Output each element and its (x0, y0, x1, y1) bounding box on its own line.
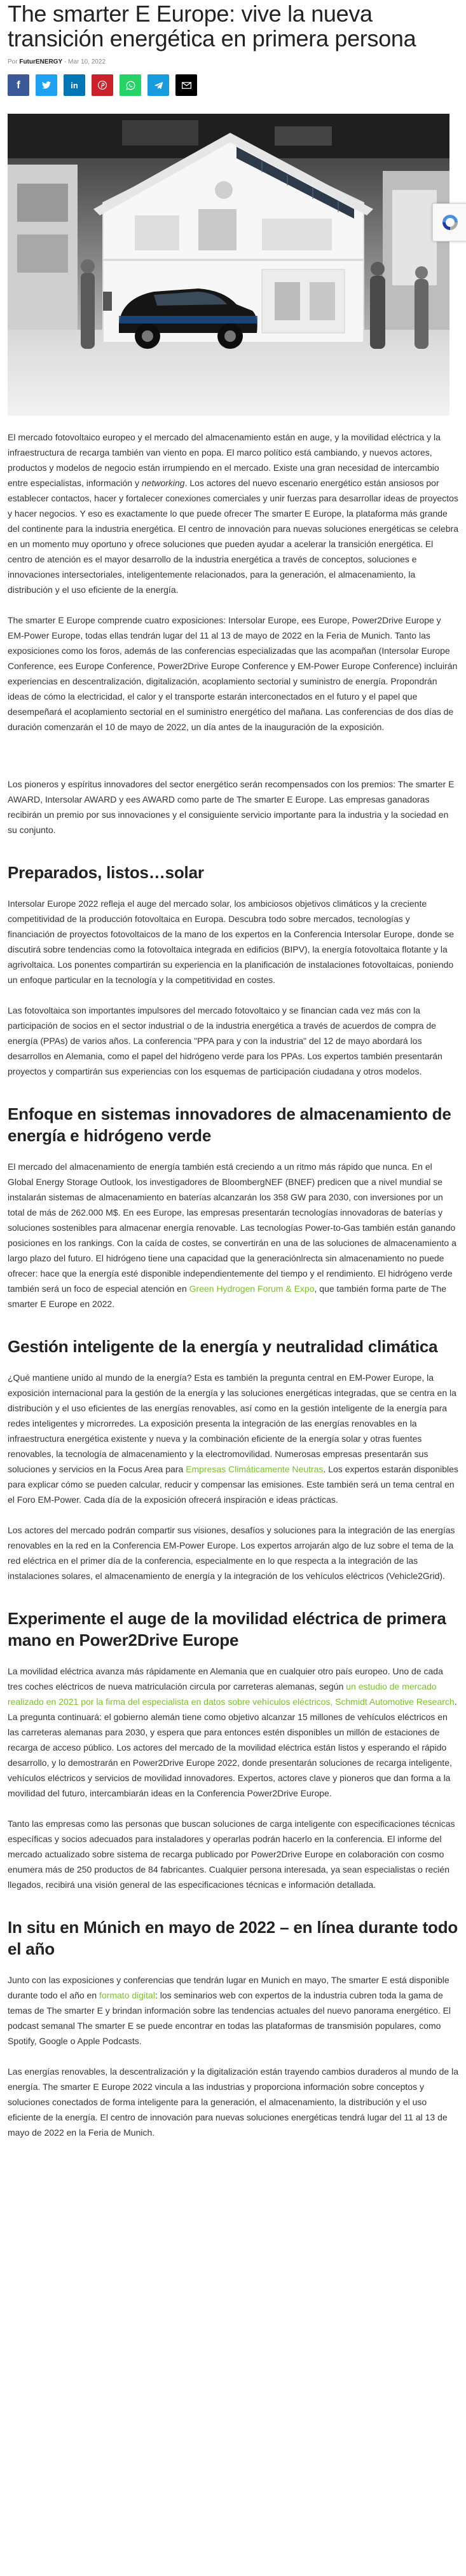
facebook-share-button[interactable] (8, 74, 29, 96)
mobility-paragraph-2: Tanto las empresas como las personas que buscan soluciones de carga inteligente con especificaciones técnicas específicas y socios adecuados para instaladores y operarlas podrán hacerlo en la conferencia. El informe del mercado actualizado sobre sistema de recarga publicado por Power2Drive Europe en colaboración con cosmo enumera más de 250 productos de 84 fabricantes. Cualquier persona interesada, ya sean especialistas o recién llegados, recibirá una visión general de las especificaciones técnicas e información detallada. (8, 1819, 455, 1890)
heading-mobility: Experimente el auge de la movilidad eléctrica de primera mano en Power2Drive Europe (8, 1609, 446, 1650)
whatsapp-share-button[interactable] (120, 74, 141, 96)
climate-paragraph-1: ¿Qué mantiene unido al mundo de la energía? Esta es también la pregunta central en EM-Power Europe, la exposición internacional para la gestión de la energía y las soluciones energéticas integradas, que se centra en la distribución y el uso eficientes de las energías renovables, así como en la gestión inteligente de la energía para redes inteligentes y microrredes. La exposición presenta la integración de las energías renovables en la infraestructura energética existente y nueva y la combinación eficiente de la energía solar y otras fuentes renovables, la tecnología de almacenamiento y la electromovilidad. Numerosas empresas presentarán sus soluciones y servicios en la Focus Area para Empresas Climáticamente Neutras. Los expertos estarán disponibles para explicar cómo se pueden calcular, reducir y compensar las emisiones. Este también será un tema central en el Foro EM-Power. Cada día de la exposición ofrecerá inspiración e ideas prácticas. (8, 1373, 458, 1505)
green-hydrogen-forum-link[interactable]: Green Hydrogen Forum & Expo (189, 1284, 315, 1294)
share-bar (8, 74, 458, 96)
heading-climate: Gestión inteligente de la energía y neutralidad climática (8, 1337, 438, 1356)
byline-prefix: Por (8, 58, 20, 65)
article-title: The smarter E Europe: vive la nueva transición energética en primera persona (8, 1, 416, 51)
digital-format-link[interactable]: formato digital (99, 1990, 155, 2000)
solar-paragraph-2: Las fotovoltaica son importantes impulsores del mercado fotovoltaico y se financian cada vez más con la participación de socios en el sector industrial o de la industria energética a través de acuerdos de compra de energía (PPAs) de varios años. La conferencia "PPA para y con la industria" del 12 de mayo abordará los desarrollos en Alemania, como el papel del hidrógeno verde para los PPAs. Los expertos también presentarán proyectos y compartirán sus experiencias con los esquemas de participación ciudadana y otros modelos. (8, 1005, 442, 1076)
byline (8, 58, 458, 67)
storage-paragraph-1: El mercado del almacenamiento de energía también está creciendo a un ritmo más rápido que nunca. En el Global Energy Storage Outlook, los investigadores de BloombergNEF (BNEF) predicen que a nivel mundial se instalarán sistemas de almacenamiento en baterías alcanzarán los 358 GW para 2030, con inversiones por un total de más de 262.000 M$. En ees Europe, las empresas presentarán tecnologías innovadoras de baterías y soluciones sostenibles para almacenar energía renovable. Las tecnologías Power-to-Gas también están ganando posiciones en los rankings. Con la caída de costes, se convertirán en una de las soluciones de almacenamiento a largo plazo del futuro. El hidrógeno tiene una capacidad que la generaciónlrecta sin almacenamiento no puede ofrecer: hace que la energía esté disponible independientemente del tiempo y el rendimiento. El hidrógeno verde también será un foco de especial atención en Green Hydrogen Forum & Expo, que también forma parte de The smarter E Europe en 2022. (8, 1162, 456, 1309)
facebook-icon: f (17, 79, 20, 91)
heading-munich: In situ en Múnich en mayo de 2022 – en línea durante todo el año (8, 1918, 458, 1958)
twitter-icon (42, 81, 51, 89)
climate-neutral-companies-link[interactable]: Empresas Climáticamente Neutras (186, 1464, 324, 1474)
byline-separator: - (62, 58, 69, 65)
whatsapp-icon (126, 81, 135, 90)
telegram-icon (154, 81, 163, 90)
linkedin-icon: in (71, 80, 78, 90)
recaptcha-icon (441, 213, 460, 232)
envelope-icon (182, 82, 191, 89)
recaptcha-badge[interactable] (432, 203, 466, 241)
intro-paragraph-3: Los pioneros y espíritus innovadores del sector energético serán recompensados con los premios: The smarter E AWARD, Intersolar AWARD y ees AWARD como parte de The smarter E Europe. Las empresas ganadoras recibirán un premio por sus innovaciones y el consiguiente servicio importante para la industria y la sociedad en su conjunto. (8, 779, 455, 835)
heading-solar: Preparados, listos…solar (8, 863, 204, 882)
publish-date: Mar 10, 2022 (68, 58, 106, 65)
mobility-paragraph-1: La movilidad eléctrica avanza más rápidamente en Alemania que en cualquier otro país europeo. Uno de cada tres coches eléctricos de nueva matriculación circula por carreteras alemanas, según un estudio de mercado realizado en 2021 por la firma del especialista en datos sobre vehículos eléctricos, Schmidt Automotive Research. La pregunta continuará: el gobierno alemán tiene como objetivo alcanzar 15 millones de vehículos eléctricos en las carreteras alemanas para 2030, y espera que para entonces estén disponibles un millón de estaciones de recarga de acceso público. Los actores del mercado de la movilidad eléctrica están listos y esperando el rápido desarrollo, y lo demostrarán en Power2Drive Europe 2022, donde presentarán soluciones de recarga inteligente, vehículos eléctricos y servicios de movilidad innovadores. Expertos, actores clave y pioneros que dan forma a la movilidad del futuro, intercambiarán ideas en la Conferencia Power2Drive Europe. (8, 1666, 457, 1798)
article-body (8, 430, 458, 2140)
pinterest-share-button[interactable] (92, 74, 113, 96)
munich-paragraph-1: Junto con las exposiciones y conferencias que tendrán lugar en Munich en mayo, The smarter E está disponible durante todo el año en formato digital: los seminarios web con expertos de la industria cubren toda la gama de temas de The smarter E y brindan información sobre las tendencias actuales del nuevo panorama energético. El podcast semanal The smarter E se puede encontrar en todas las plataformas de transmisión populares, como Spotify, Google o Apple Podcasts. (8, 1975, 451, 2046)
intro-paragraph-2: The smarter E Europe comprende cuatro exposiciones: Intersolar Europe, ees Europe, Power2Drive Europe y EM-Power Europe, todas ellas tendrán lugar del 11 al 13 de mayo de 2022 en la Feria de Munich. Tanto las exposiciones como los foros, además de las conferencias especializadas que las acompañan (Intersolar Europe Conference, ees Europe Conference, Power2Drive Europe Conference y EM-Power Europe Conference) incluirán experiencias en descentralización, digitalización, acoplamiento sectorial y suministro de energía. Propondrán ideas de cómo la electricidad, el calor y el transporte estarán interconectados en el futuro y el papel que desempeñará el acoplamiento sectorial en el suministro energético del mañana. Las conferencias de dos días de duración comenzarán el 10 de mayo de 2022, un día antes de la inauguración de la exposición. (8, 615, 458, 732)
hero-image (8, 114, 449, 416)
author-link[interactable]: FuturENERGY (19, 58, 63, 65)
twitter-share-button[interactable] (36, 74, 57, 96)
solar-paragraph-1: Intersolar Europe 2022 refleja el auge del mercado solar, los ambiciosos objetivos climáticos y la creciente competitividad de la producción fotovoltaica en Europa. Descubra todo sobre mercados, tecnologías y financiación de proyectos fotovoltaicos de la mano de los expertos en la Conferencia Intersolar Europe, donde se discutirá sobre tendencias como la fotovoltaica integrada en edificios (BIPV), la energía fotovoltaica flotante y la agrivoltaica. Los ponentes compartirán su experiencia en la planificación de instalaciones fotovoltaicas, poniendo un enfoque particular en la tecnología y la competitividad en costes. (8, 898, 454, 985)
heading-storage: Enfoque en sistemas innovadores de almacenamiento de energía e hidrógeno verde (8, 1104, 451, 1145)
climate-paragraph-2: Los actores del mercado podrán compartir sus visiones, desafíos y soluciones para la integración de las energías renovables en la red en la Conferencia EM-Power Europe. Los expertos arrojarán algo de luz sobre el tema de la red eléctrica en el primer día de la conferencia, especialmente en lo que respecta a la integración de las instalaciones solares, el almacenamiento de energía y la integración de los vehículos eléctricos (Vehicle2Grid). (8, 1525, 455, 1581)
pinterest-icon (98, 81, 107, 90)
market-study-link[interactable]: un estudio de mercado realizado en 2021 por la firma del especialista en datos sobre vehículos eléctricos, Schmidt Automotive Research (8, 1681, 455, 1707)
exhibition-house-illustration (8, 114, 449, 416)
linkedin-share-button[interactable] (64, 74, 85, 96)
telegram-share-button[interactable] (147, 74, 169, 96)
intro-paragraph-1: El mercado fotovoltaico europeo y el mercado del almacenamiento están en auge, y la movilidad eléctrica y la infraestructura de recarga también van viento en popa. El marco político está cambiando, y nuevos actores, productos y modelos de negocio están irrumpiendo en el mercado. Existe una gran necesidad de intercambio entre especialistas, información y networking. Los actores del nuevo escenario energético están ansiosos por establecer contactos, hacer y fortalecer conexiones comerciales y unir fuerzas para desarrollar ideas de proyectos y hacer negocios. Y eso es exactamente lo que puede ofrecer The smarter E Europe, la plataforma más grande del continente para la industria energética. El centro de innovación para nuevas soluciones energéticas se celebra en un momento muy oportuno y ofrece soluciones que pueden ayudar a acelerar la transición energética. El centro de atención es el mayor desarrollo de la industria energética a través de conceptos, soluciones e innovaciones intersectoriales, inteligentemente relacionados, para la generación, el almacenamiento, la distribución y el uso eficiente de la energía. (8, 432, 459, 595)
email-share-button[interactable] (175, 74, 197, 96)
munich-paragraph-2: Las energías renovables, la descentralización y la digitalización están trayendo cambios duraderos al mundo de la energía. The smarter E Europe 2022 vincula a las industrias y proporciona información sobre conceptos y soluciones conectados de forma inteligente para la generación, el almacenamiento, la distribución y el uso eficiente de la energía. El centro de innovación para nuevas soluciones energéticas tendrá lugar del 11 al 13 de mayo de 2022 en la Feria de Munich. (8, 2066, 458, 2138)
